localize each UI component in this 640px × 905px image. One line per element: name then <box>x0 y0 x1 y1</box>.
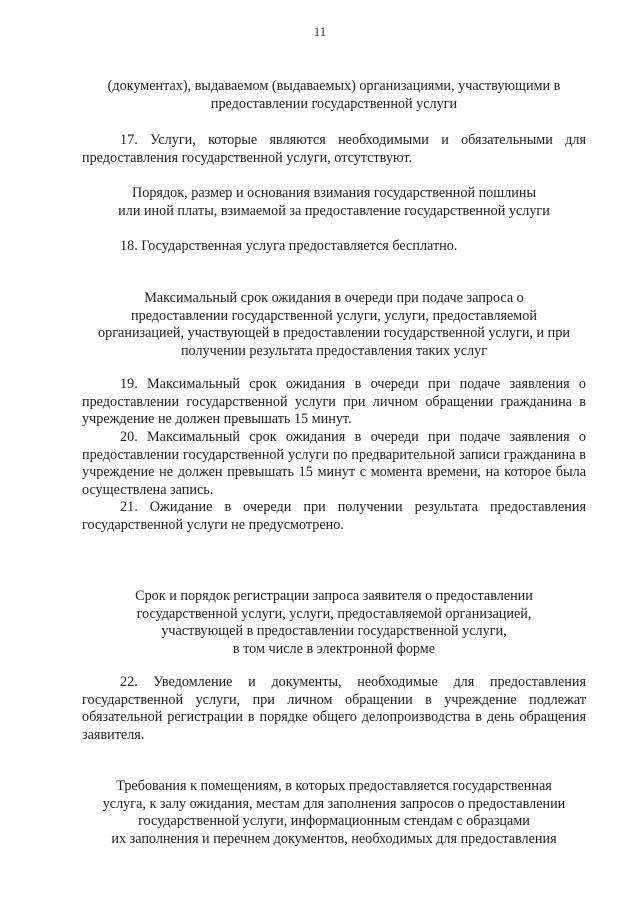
heading-continuation <box>82 78 586 113</box>
heading-line: (документах), выдаваемом (выдаваемых) организациями, участвующими в <box>107 78 561 94</box>
paragraph-18: 18. Государственная услуга предоставляется бесплатно. <box>120 238 458 254</box>
paragraph-21: 21. Ожидание в очереди при получении результата предоставления государственной услуги не предусмотрено. <box>82 499 586 533</box>
paragraph-19: 19. Максимальный срок ожидания в очереди при подаче заявления о предоставлении государственной услуги при личном обращении гражданина в учреждение не должен превышать 15 минут. <box>82 376 586 427</box>
page-number: 11 <box>313 24 327 39</box>
heading-line: государственной услуги, услуги, предоставляемой организацией, <box>136 605 532 622</box>
heading-line: в том числе в электронной форме <box>232 640 436 657</box>
heading-line: или иной платы, взимаемой за предоставление государственной услуги <box>118 202 550 219</box>
heading-line: предоставлении государственной услуги, услуги, предоставляемой <box>131 307 537 324</box>
heading-line: получении результата предоставления таких услуг <box>180 342 488 359</box>
heading-line: Срок и порядок регистрации запроса заявителя о предоставлении <box>135 588 533 604</box>
paragraph-17: 17. Услуги, которые являются необходимыми и обязательными для предоставления государственной услуги, отсутствуют. <box>82 132 586 166</box>
heading-line: услуга, к залу ожидания, местам для заполнения запросов о предоставлении <box>102 795 566 812</box>
heading-line: Порядок, размер и основания взимания государственной пошлины <box>131 185 536 201</box>
paragraph-22: 22. Уведомление и документы, необходимые для предоставления государственной услуги, при личном обращении в учреждение подлежат обязательной регистрации в порядке общего делопроизводства в день обращения заявителя. <box>82 674 586 743</box>
heading-waiting-time <box>82 290 586 360</box>
heading-line: предоставлении государственной услуги <box>210 95 458 112</box>
heading-line: организацией, участвующей в предоставлении государственной услуги, и при <box>98 325 570 341</box>
heading-registration <box>82 588 586 658</box>
heading-line: участвующей в предоставлении государственной услуги, <box>161 623 507 639</box>
heading-fee <box>82 185 586 220</box>
heading-line: Требования к помещениям, в которых предоставляется государственная <box>116 778 552 794</box>
heading-line: государственной услуги, информационным стендам с образцами <box>138 813 530 829</box>
heading-line: их заполнения и перечнем документов, необходимых для предоставления <box>111 830 557 847</box>
heading-line: Максимальный срок ожидания в очереди при подаче запроса о <box>144 290 524 306</box>
paragraph-20: 20. Максимальный срок ожидания в очереди при подаче заявления о предоставлении государственной услуги по предварительной записи гражданина в учреждение не должен превышать 15 минут с момента времени, на которое была осуществлена запись. <box>82 429 586 498</box>
heading-premises <box>82 778 586 848</box>
